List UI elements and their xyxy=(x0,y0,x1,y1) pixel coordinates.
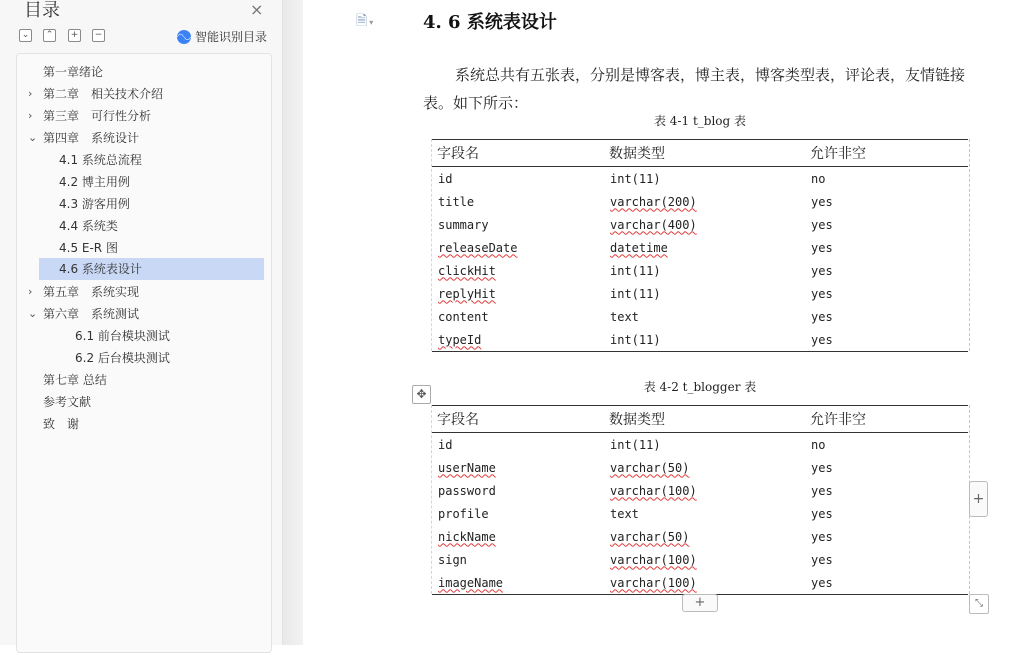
section-heading[interactable]: 4. 6 系统表设计 xyxy=(423,12,557,33)
table-cell[interactable]: yes xyxy=(811,263,833,278)
toc-item-chapter-7[interactable] xyxy=(43,369,107,391)
spell-flagged-text: releaseDate xyxy=(438,240,518,255)
toc-item-label: 第五章 系统实现 xyxy=(43,285,140,299)
toc-item-label: 参考文献 xyxy=(43,395,92,409)
table-cell[interactable]: sign xyxy=(438,552,467,567)
table-caption[interactable]: 表 4-1 t_blog 表 xyxy=(653,114,747,128)
spell-flagged-text: userName xyxy=(438,460,496,475)
table-cell[interactable]: int(11) xyxy=(610,263,661,278)
table-cell[interactable]: profile xyxy=(438,506,489,521)
toc-item-label: 第二章 相关技术介绍 xyxy=(43,87,164,101)
table-cell[interactable]: summary xyxy=(438,217,489,232)
table-cell[interactable]: id xyxy=(438,171,453,186)
table-row[interactable] xyxy=(432,548,968,571)
table-cell[interactable]: int(11) xyxy=(610,286,661,301)
paragraph-menu[interactable] xyxy=(356,10,373,34)
toc-item-label: 第七章 总结 xyxy=(43,373,107,387)
toc-item-chapter-5[interactable] xyxy=(28,281,140,303)
spell-flagged-text: clickHit xyxy=(438,263,496,278)
toc-item-label: 6.1 前台模块测试 xyxy=(75,329,170,343)
toc-pane xyxy=(0,0,283,645)
toc-item-label: 第三章 可行性分析 xyxy=(43,109,152,123)
table-cell[interactable]: yes xyxy=(805,571,968,595)
chevron-down-icon[interactable]: ⌄ xyxy=(28,307,38,320)
table-cell[interactable]: yes xyxy=(811,309,833,324)
spell-flagged-text: imageName xyxy=(438,575,504,590)
toc-item-4-4[interactable] xyxy=(59,215,118,237)
table-cell[interactable]: no xyxy=(811,171,826,186)
spell-flagged-text: varchar(100) xyxy=(610,483,697,498)
table-cell[interactable] xyxy=(432,282,604,305)
toc-item-label: 4.4 系统类 xyxy=(59,219,118,233)
toc-item-4-1[interactable] xyxy=(59,149,142,171)
toc-item-label: 第六章 系统测试 xyxy=(43,307,140,321)
spell-flagged-text: typeId xyxy=(438,332,482,347)
toc-item-chapter-2[interactable] xyxy=(28,83,164,105)
expand-all-icon[interactable]: ⌄ xyxy=(19,29,32,42)
table-header[interactable]: 允许非空 xyxy=(805,406,968,433)
toc-item-chapter-4[interactable] xyxy=(28,127,140,149)
table-t-blog[interactable] xyxy=(432,139,968,352)
table-cell[interactable] xyxy=(604,213,805,236)
toc-item-4-5[interactable] xyxy=(59,237,118,259)
toc-item-label: 4.5 E-R 图 xyxy=(59,241,118,255)
pane-divider[interactable] xyxy=(283,0,303,645)
spell-flagged-text: varchar(100) xyxy=(610,552,697,567)
spell-flagged-text: varchar(400) xyxy=(610,217,697,232)
toc-item-label: 6.2 后台模块测试 xyxy=(75,351,170,365)
table-row[interactable] xyxy=(432,328,968,352)
toc-item-4-6[interactable] xyxy=(39,258,264,280)
chevron-down-icon[interactable]: ⌄ xyxy=(28,131,38,144)
chevron-right-icon[interactable]: › xyxy=(28,285,33,298)
table-cell[interactable] xyxy=(432,259,604,282)
table-cell[interactable]: yes xyxy=(811,217,833,232)
table-cell[interactable]: content xyxy=(438,309,489,324)
table-header[interactable]: 数据类型 xyxy=(604,406,805,433)
toc-item-label: 4.2 博主用例 xyxy=(59,175,130,189)
table-cell[interactable] xyxy=(604,525,805,548)
table-cell[interactable] xyxy=(604,571,805,595)
table-row[interactable] xyxy=(432,525,968,548)
table-cell[interactable]: password xyxy=(438,483,496,498)
toc-item-label: 第一章绪论 xyxy=(43,65,104,79)
table-cell[interactable]: yes xyxy=(805,328,968,352)
toc-item-acknowledgements[interactable] xyxy=(43,413,79,435)
chevron-right-icon[interactable]: › xyxy=(28,109,33,122)
table-cell[interactable]: yes xyxy=(811,194,833,209)
table-row[interactable] xyxy=(432,456,968,479)
table-row[interactable] xyxy=(432,502,968,525)
table-row[interactable] xyxy=(432,282,968,305)
table-cell[interactable]: int(11) xyxy=(610,171,661,186)
table-cell[interactable] xyxy=(432,571,604,595)
toc-item-4-3[interactable] xyxy=(59,193,130,215)
spell-flagged-text: varchar(50) xyxy=(610,460,690,475)
table-cell[interactable] xyxy=(432,525,604,548)
toc-item-label: 4.3 游客用例 xyxy=(59,197,130,211)
table-header[interactable]: 字段名 xyxy=(432,406,604,433)
table-cell[interactable]: yes xyxy=(811,286,833,301)
ai-icon: ◠◡ xyxy=(177,30,191,44)
table-row[interactable] xyxy=(432,571,968,595)
toc-item-references[interactable] xyxy=(43,391,91,413)
table-cell[interactable]: int(11) xyxy=(610,437,661,452)
toc-item-6-1[interactable] xyxy=(75,325,170,347)
toc-item-chapter-6[interactable] xyxy=(28,303,140,325)
spell-flagged-text: nickName xyxy=(438,529,496,544)
table-t-blogger[interactable] xyxy=(432,405,968,595)
table-cell[interactable]: int(11) xyxy=(604,328,805,352)
table-cell[interactable] xyxy=(432,456,604,479)
table-cell[interactable] xyxy=(604,548,805,571)
table-cell[interactable] xyxy=(432,328,604,352)
table-cell[interactable] xyxy=(432,236,604,259)
add-column-button[interactable]: + xyxy=(969,481,988,517)
table-cell[interactable]: yes xyxy=(811,240,833,255)
spell-flagged-text: varchar(100) xyxy=(610,575,697,590)
toc-item-label: 4.6 系统表设计 xyxy=(59,262,142,276)
table-cell[interactable] xyxy=(604,236,805,259)
table-row[interactable] xyxy=(432,259,968,282)
add-row-button[interactable]: + xyxy=(682,594,718,612)
table-caption[interactable]: 表 4-2 t_blogger 表 xyxy=(643,380,757,394)
chevron-right-icon[interactable]: › xyxy=(28,87,33,100)
table-cell[interactable]: title xyxy=(438,194,475,209)
table-row[interactable] xyxy=(432,167,968,191)
table-cell[interactable] xyxy=(604,456,805,479)
toc-title: 目录 xyxy=(24,0,60,21)
spell-flagged-text: varchar(200) xyxy=(610,194,697,209)
table-resize-icon[interactable]: ⤡ xyxy=(969,594,989,614)
table-row[interactable] xyxy=(432,433,968,457)
table-cell[interactable]: yes xyxy=(811,506,833,521)
table-cell[interactable]: yes xyxy=(811,483,833,498)
table-row[interactable] xyxy=(432,479,968,502)
spell-flagged-text: replyHit xyxy=(438,286,496,301)
body-paragraph[interactable]: 系统总共有五张表，分别是博客表，博主表，博客类型表，评论表，友情链接表。如下所示： xyxy=(423,66,966,112)
remove-heading-icon[interactable]: − xyxy=(92,29,105,42)
table-cell[interactable] xyxy=(604,190,805,213)
close-icon[interactable]: × xyxy=(250,0,264,19)
spell-flagged-text: datetime xyxy=(610,240,668,255)
table-cell[interactable]: no xyxy=(811,437,826,452)
table-header[interactable]: 数据类型 xyxy=(604,140,805,167)
table-header[interactable]: 字段名 xyxy=(432,140,604,167)
toc-item-label: 致 谢 xyxy=(43,417,80,431)
table-cell[interactable]: id xyxy=(438,437,453,452)
table-row[interactable] xyxy=(432,190,968,213)
table-row[interactable] xyxy=(432,305,968,328)
collapse-all-icon[interactable]: ⌃ xyxy=(43,29,56,42)
toc-item-chapter-1[interactable] xyxy=(43,61,103,83)
table-header[interactable]: 允许非空 xyxy=(805,140,968,167)
smart-toc-label: 智能识别目录 xyxy=(195,30,268,44)
table-cell[interactable]: text xyxy=(610,506,639,521)
document-icon: 🗎 xyxy=(356,13,368,29)
table-cell[interactable]: yes xyxy=(811,529,833,544)
toc-item-label: 4.1 系统总流程 xyxy=(59,153,142,167)
dropdown-icon: ▾ xyxy=(369,18,374,27)
toc-list xyxy=(16,53,272,653)
table-cell[interactable]: yes xyxy=(811,552,833,567)
smart-toc-button[interactable] xyxy=(177,28,267,45)
table-cell[interactable]: text xyxy=(610,309,639,324)
toc-item-label: 第四章 系统设计 xyxy=(43,131,140,145)
table-cell[interactable] xyxy=(604,479,805,502)
toc-item-4-2[interactable] xyxy=(59,171,130,193)
table-cell[interactable]: yes xyxy=(811,460,833,475)
table-row[interactable] xyxy=(432,236,968,259)
add-heading-icon[interactable]: + xyxy=(68,29,81,42)
spell-flagged-text: varchar(50) xyxy=(610,529,690,544)
toc-item-6-2[interactable] xyxy=(75,347,170,369)
table-move-icon[interactable]: ✥ xyxy=(412,385,431,404)
toc-item-chapter-3[interactable] xyxy=(28,105,152,127)
table-row[interactable] xyxy=(432,213,968,236)
